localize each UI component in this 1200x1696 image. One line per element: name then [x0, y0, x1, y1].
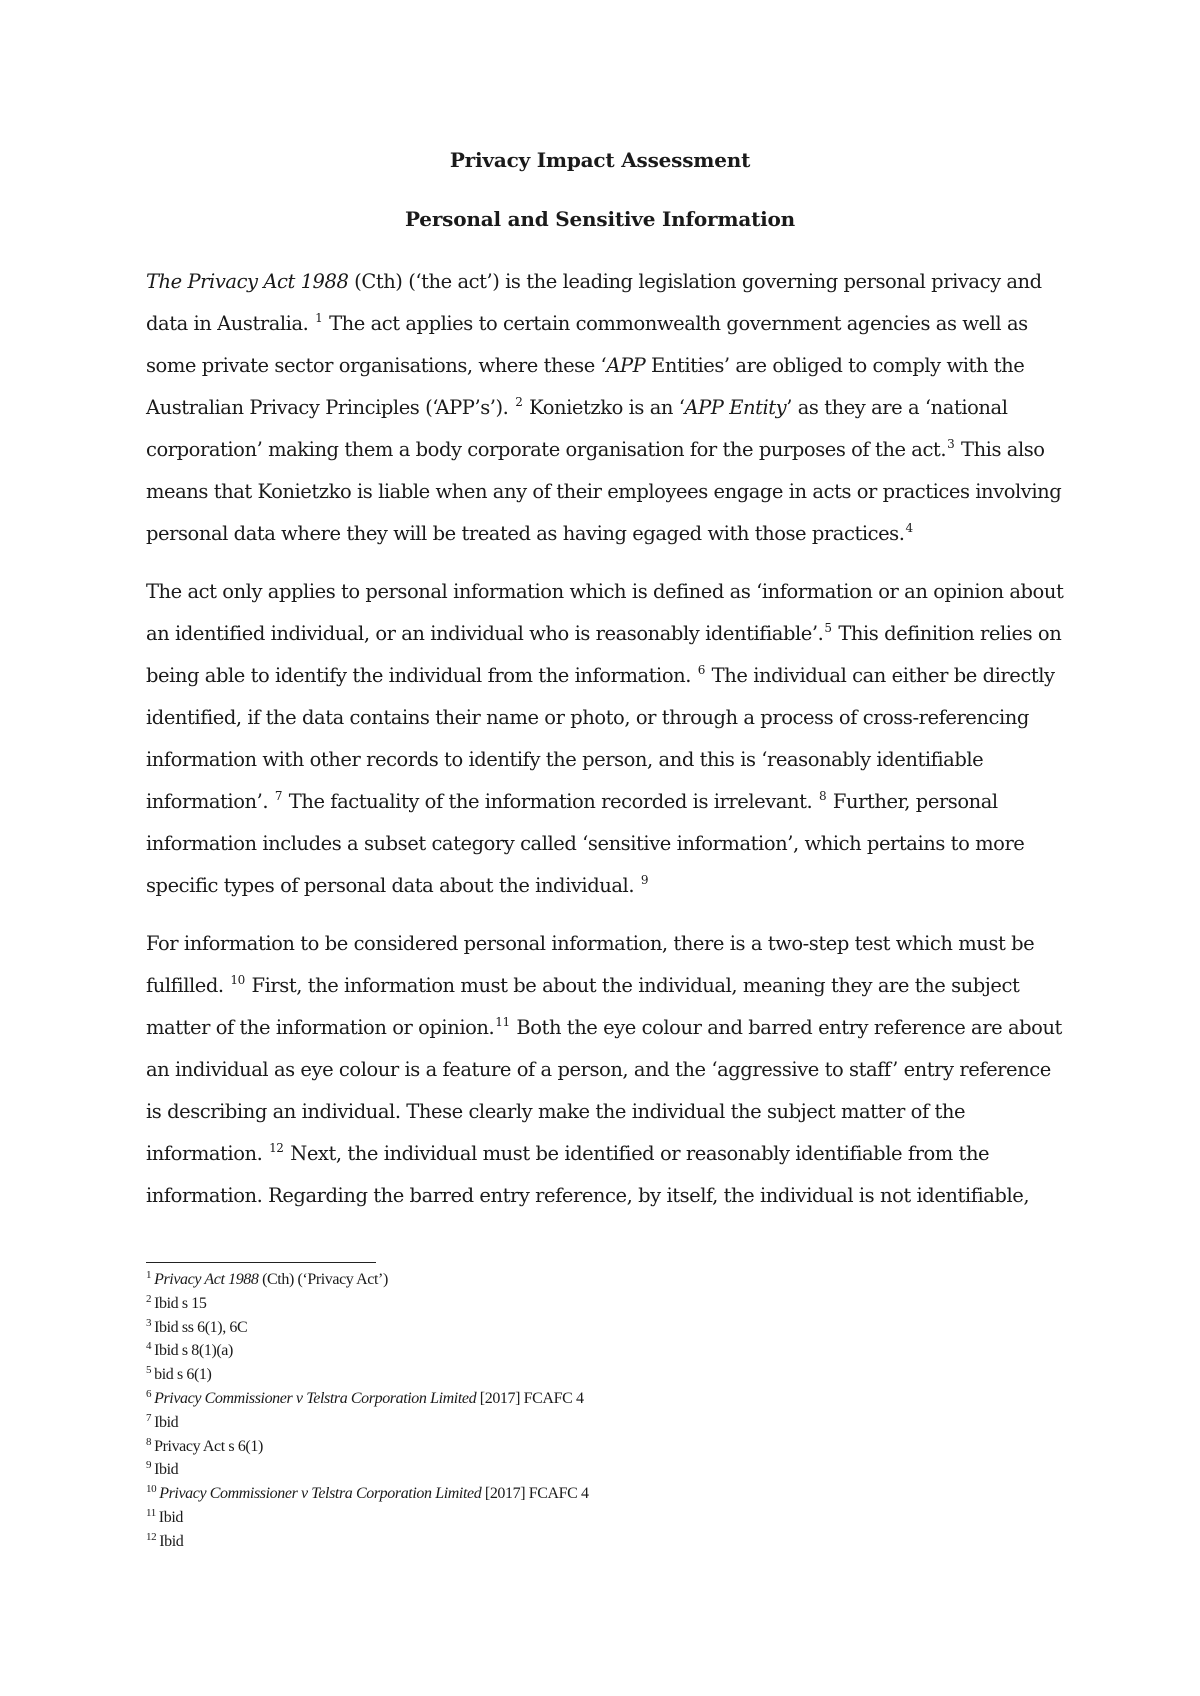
text-run: The factuality of the information recorded is irrelevant. [283, 790, 818, 813]
footnote-ref[interactable]: 4 [905, 521, 913, 535]
text-run: The individual can either be directly identified, if the data contains their name or photo, or through a process of cross-referencing information with other records to identify the person, and this is ‘reasonably identifiable information’. [146, 664, 1055, 813]
footnote-italic: Privacy Commissioner v Telstra Corporation Limited [154, 1389, 477, 1407]
footnote-ref[interactable]: 5 [824, 621, 832, 635]
footnote-italic: Privacy Act 1988 [154, 1271, 259, 1288]
footnote-item [146, 1363, 1046, 1387]
footnote-item [146, 1411, 1046, 1435]
footnote-item [146, 1292, 1046, 1316]
text-run: Further, personal information includes a subset category called ‘sensitive information’, which pertains to more specific types of personal data about the individual. [146, 790, 1025, 897]
text-run-italic: APP Entity [684, 396, 787, 419]
text-run-italic: APP [606, 354, 646, 377]
footnote-text: Privacy Act s 6(1) [154, 1437, 263, 1455]
text-run: The act applies to certain commonwealth government agencies as well as some private sector organisations, where these ‘ [146, 312, 1028, 377]
footnote-ref[interactable]: 3 [947, 437, 955, 451]
footnote-text: Ibid [159, 1532, 184, 1550]
text-run: Entities’ are obliged to comply with the Australian Privacy Principles (‘APP’s’). [146, 354, 1025, 419]
footnote-item [146, 1339, 1046, 1363]
text-run: First, the information must be about the individual, meaning they are the subject matter of the information or opinion. [146, 974, 1020, 1039]
footnote-ref[interactable]: 12 [269, 1141, 284, 1155]
footnote-number: 7 [146, 1411, 152, 1424]
footnote-ref[interactable]: 10 [230, 973, 245, 987]
footnote-number: 2 [146, 1292, 152, 1305]
footnote-text: Ibid ss 6(1), 6C [154, 1318, 248, 1336]
footnote-number: 5 [146, 1364, 152, 1377]
footnote-number: 12 [146, 1530, 157, 1543]
footnote-text: [2017] FCAFC 4 [476, 1389, 584, 1407]
footnote-italic: Privacy Commissioner v Telstra Corporation Limited [159, 1485, 482, 1503]
footnote-ref[interactable]: 7 [274, 789, 283, 803]
footnote-text: Ibid s 15 [154, 1294, 207, 1312]
footnote-item [146, 1530, 1046, 1554]
footnote-number: 9 [146, 1459, 152, 1472]
footnote-item [146, 1316, 1046, 1340]
footnote-separator [146, 1262, 376, 1263]
text-run: This also means that Konietzko is liable when any of their employees engage in acts or practices involving personal data where they will be treated as having egaged with those practices. [146, 438, 1062, 545]
footnote-text: (Cth) (‘Privacy Act’) [258, 1271, 388, 1288]
document-subtitle: Personal and Sensitive Information [405, 207, 795, 231]
paragraph-3 [146, 923, 1066, 1217]
act-citation: The Privacy Act 1988 [146, 270, 349, 293]
footnote-text: Ibid [158, 1508, 183, 1526]
footnote-ref[interactable]: 11 [495, 1015, 510, 1029]
footnote-number: 6 [146, 1387, 152, 1400]
footnote-item [146, 1435, 1046, 1459]
footnote-text: Ibid [154, 1461, 179, 1479]
footnote-number: 1 [146, 1269, 152, 1281]
text-run: Konietzko is an ‘ [523, 396, 685, 419]
footnote-number: 10 [146, 1483, 157, 1496]
text-run: Next, the individual must be identified or reasonably identifiable from the information. Regarding the barred entry reference, by itself, the individual is not identifiable, [146, 1142, 1030, 1207]
paragraph-2 [146, 571, 1066, 907]
text-run: Both the eye colour and barred entry reference are about an individual as eye colour is a feature of a person, and the ‘aggressive to staff’ entry reference is describing an individual. These clearly make the individual the subject matter of the information. [146, 1016, 1062, 1165]
footnote-ref[interactable]: 8 [818, 789, 827, 803]
footnote-ref[interactable]: 6 [697, 663, 705, 677]
footnote-item [146, 1506, 1046, 1530]
footnote-ref[interactable]: 2 [515, 395, 523, 409]
footnote-number: 4 [146, 1340, 152, 1353]
footnote-item [146, 1268, 1046, 1292]
document-title: Privacy Impact Assessment [449, 148, 751, 172]
footnote-ref[interactable]: 1 [315, 311, 323, 325]
footnote-number: 8 [146, 1435, 152, 1448]
footnote-item [146, 1458, 1046, 1482]
text-run: The act only applies to personal information which is defined as ‘information or an opinion about an identified individual, or an individual who is reasonably identifiable’. [146, 580, 1064, 645]
footnote-item [146, 1387, 1046, 1411]
body-text [146, 261, 1066, 1217]
paragraph-1 [146, 261, 1066, 555]
footnote-text: bid s 6(1) [154, 1366, 212, 1384]
footnote-ref[interactable]: 9 [640, 873, 649, 887]
footnote-text: Ibid s 8(1)(a) [154, 1342, 233, 1360]
footnote-text: [2017] FCAFC 4 [481, 1485, 589, 1503]
text-run: (Cth) (‘the act’) is the leading legislation governing personal privacy and data in Australia. [146, 270, 1042, 335]
footnote-number: 11 [146, 1506, 156, 1519]
footnotes [146, 1268, 1046, 1554]
text-run: For information to be considered personal information, there is a two-step test which must be fulfilled. [146, 932, 1035, 997]
text-run: ’ as they are a ‘national corporation’ making them a body corporate organisation for the purposes of the act. [146, 396, 1008, 461]
footnote-text: Ibid [154, 1413, 179, 1431]
text-run: This definition relies on being able to identify the individual from the information. [146, 622, 1062, 687]
footnote-number: 3 [146, 1316, 152, 1329]
footnote-item [146, 1482, 1046, 1506]
